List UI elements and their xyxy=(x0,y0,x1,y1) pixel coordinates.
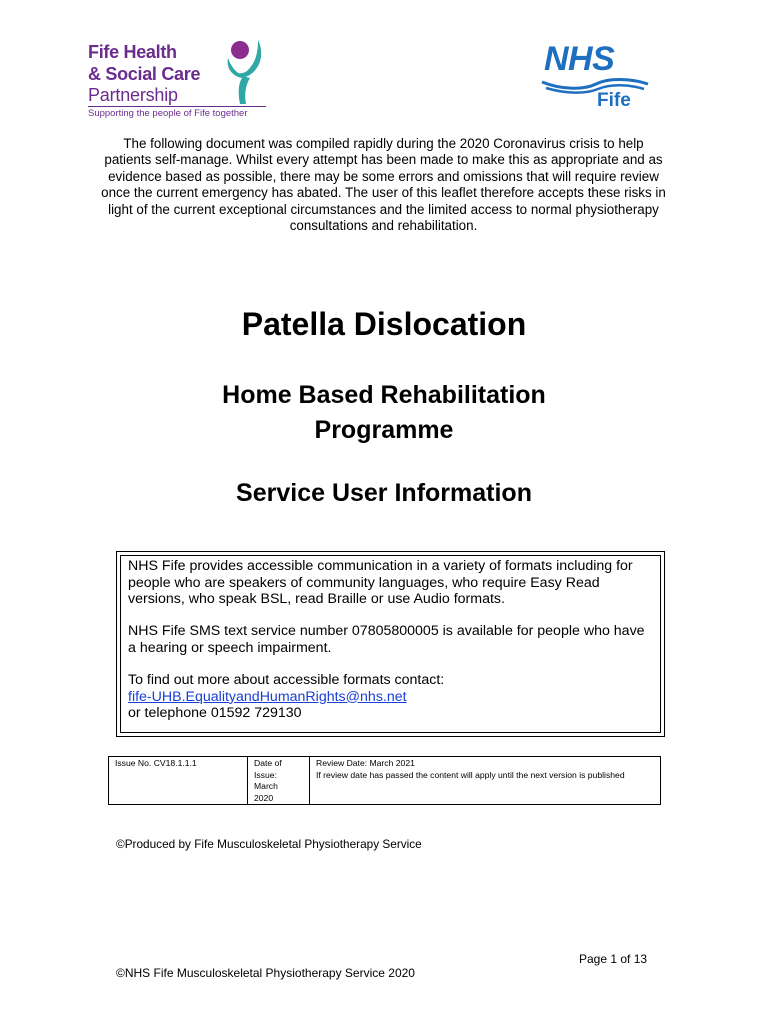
review-date: Review Date: March 2021 xyxy=(316,758,415,768)
issue-date-value-2: 2020 xyxy=(254,792,274,803)
accessibility-text xyxy=(128,558,648,722)
issue-info-table xyxy=(108,756,661,805)
nhs-fife-label: Fife xyxy=(597,90,631,111)
accessibility-contact-intro: To find out more about accessible formats contact: xyxy=(128,671,445,688)
equality-email-link[interactable]: fife-UHB.EqualityandHumanRights@nhs.net xyxy=(128,688,407,705)
review-note: If review date has passed the content will apply until the next version is published xyxy=(316,769,625,780)
issue-date-label-1: Date of xyxy=(254,758,282,768)
subtitle-line-1: Home Based Rehabilitation xyxy=(222,381,546,409)
disclaimer-text: The following document was compiled rapidly during the 2020 Coronavirus crisis to help patients self-manage. Whilst every attempt has been made to make this as appropriate and as evidence based as possible, there may be some errors and omissions that will require review once the current emergency has abated. The user of this leaflet therefore accepts these risks in light of the current exceptional circumstances and the limited access to normal physiotherapy consultations and rehabilitation. xyxy=(101,136,666,234)
accessibility-phone: or telephone 01592 729130 xyxy=(128,705,302,722)
fife-health-social-care-logo xyxy=(88,38,273,123)
subtitle-line-2: Programme xyxy=(314,416,454,444)
review-date-cell xyxy=(310,757,661,805)
issue-number: Issue No. CV18.1.1.1 xyxy=(115,758,197,768)
audience-heading: Service User Information xyxy=(236,479,532,507)
document-subtitle xyxy=(0,378,768,448)
issue-date-value-1: March xyxy=(254,781,278,791)
accessibility-info-box xyxy=(116,551,665,737)
person-figure-icon xyxy=(224,38,270,104)
document-title: Patella Dislocation xyxy=(241,306,527,342)
logo-rule xyxy=(88,106,266,107)
accessibility-paragraph-formats: NHS Fife provides accessible communication in a variety of formats including for people who are speakers of community languages, who require Easy Read versions, who speak BSL, read Braille or use Audio formats. xyxy=(128,558,633,608)
waves-icon xyxy=(540,76,650,94)
logo-line-2: & Social Care xyxy=(88,64,201,84)
issue-date-cell xyxy=(248,757,310,805)
nhs-wordmark: NHS xyxy=(544,40,615,78)
copyright-footer: ©NHS Fife Musculoskeletal Physiotherapy Service 2020 xyxy=(116,966,415,980)
issue-date-label-2: Issue: xyxy=(254,769,277,780)
nhs-fife-logo xyxy=(540,40,650,120)
issue-number-cell xyxy=(109,757,248,805)
logo-line-1: Fife Health xyxy=(88,42,177,62)
produced-by-note: ©Produced by Fife Musculoskeletal Physiotherapy Service xyxy=(116,837,422,851)
logo-line-3: Partnership xyxy=(88,85,178,105)
logo-tagline: Supporting the people of Fife together xyxy=(88,108,248,119)
page-number: Page 1 of 13 xyxy=(579,952,648,966)
accessibility-paragraph-sms: NHS Fife SMS text service number 07805800005 is available for people who have a hearing or speech impairment. xyxy=(128,623,645,656)
